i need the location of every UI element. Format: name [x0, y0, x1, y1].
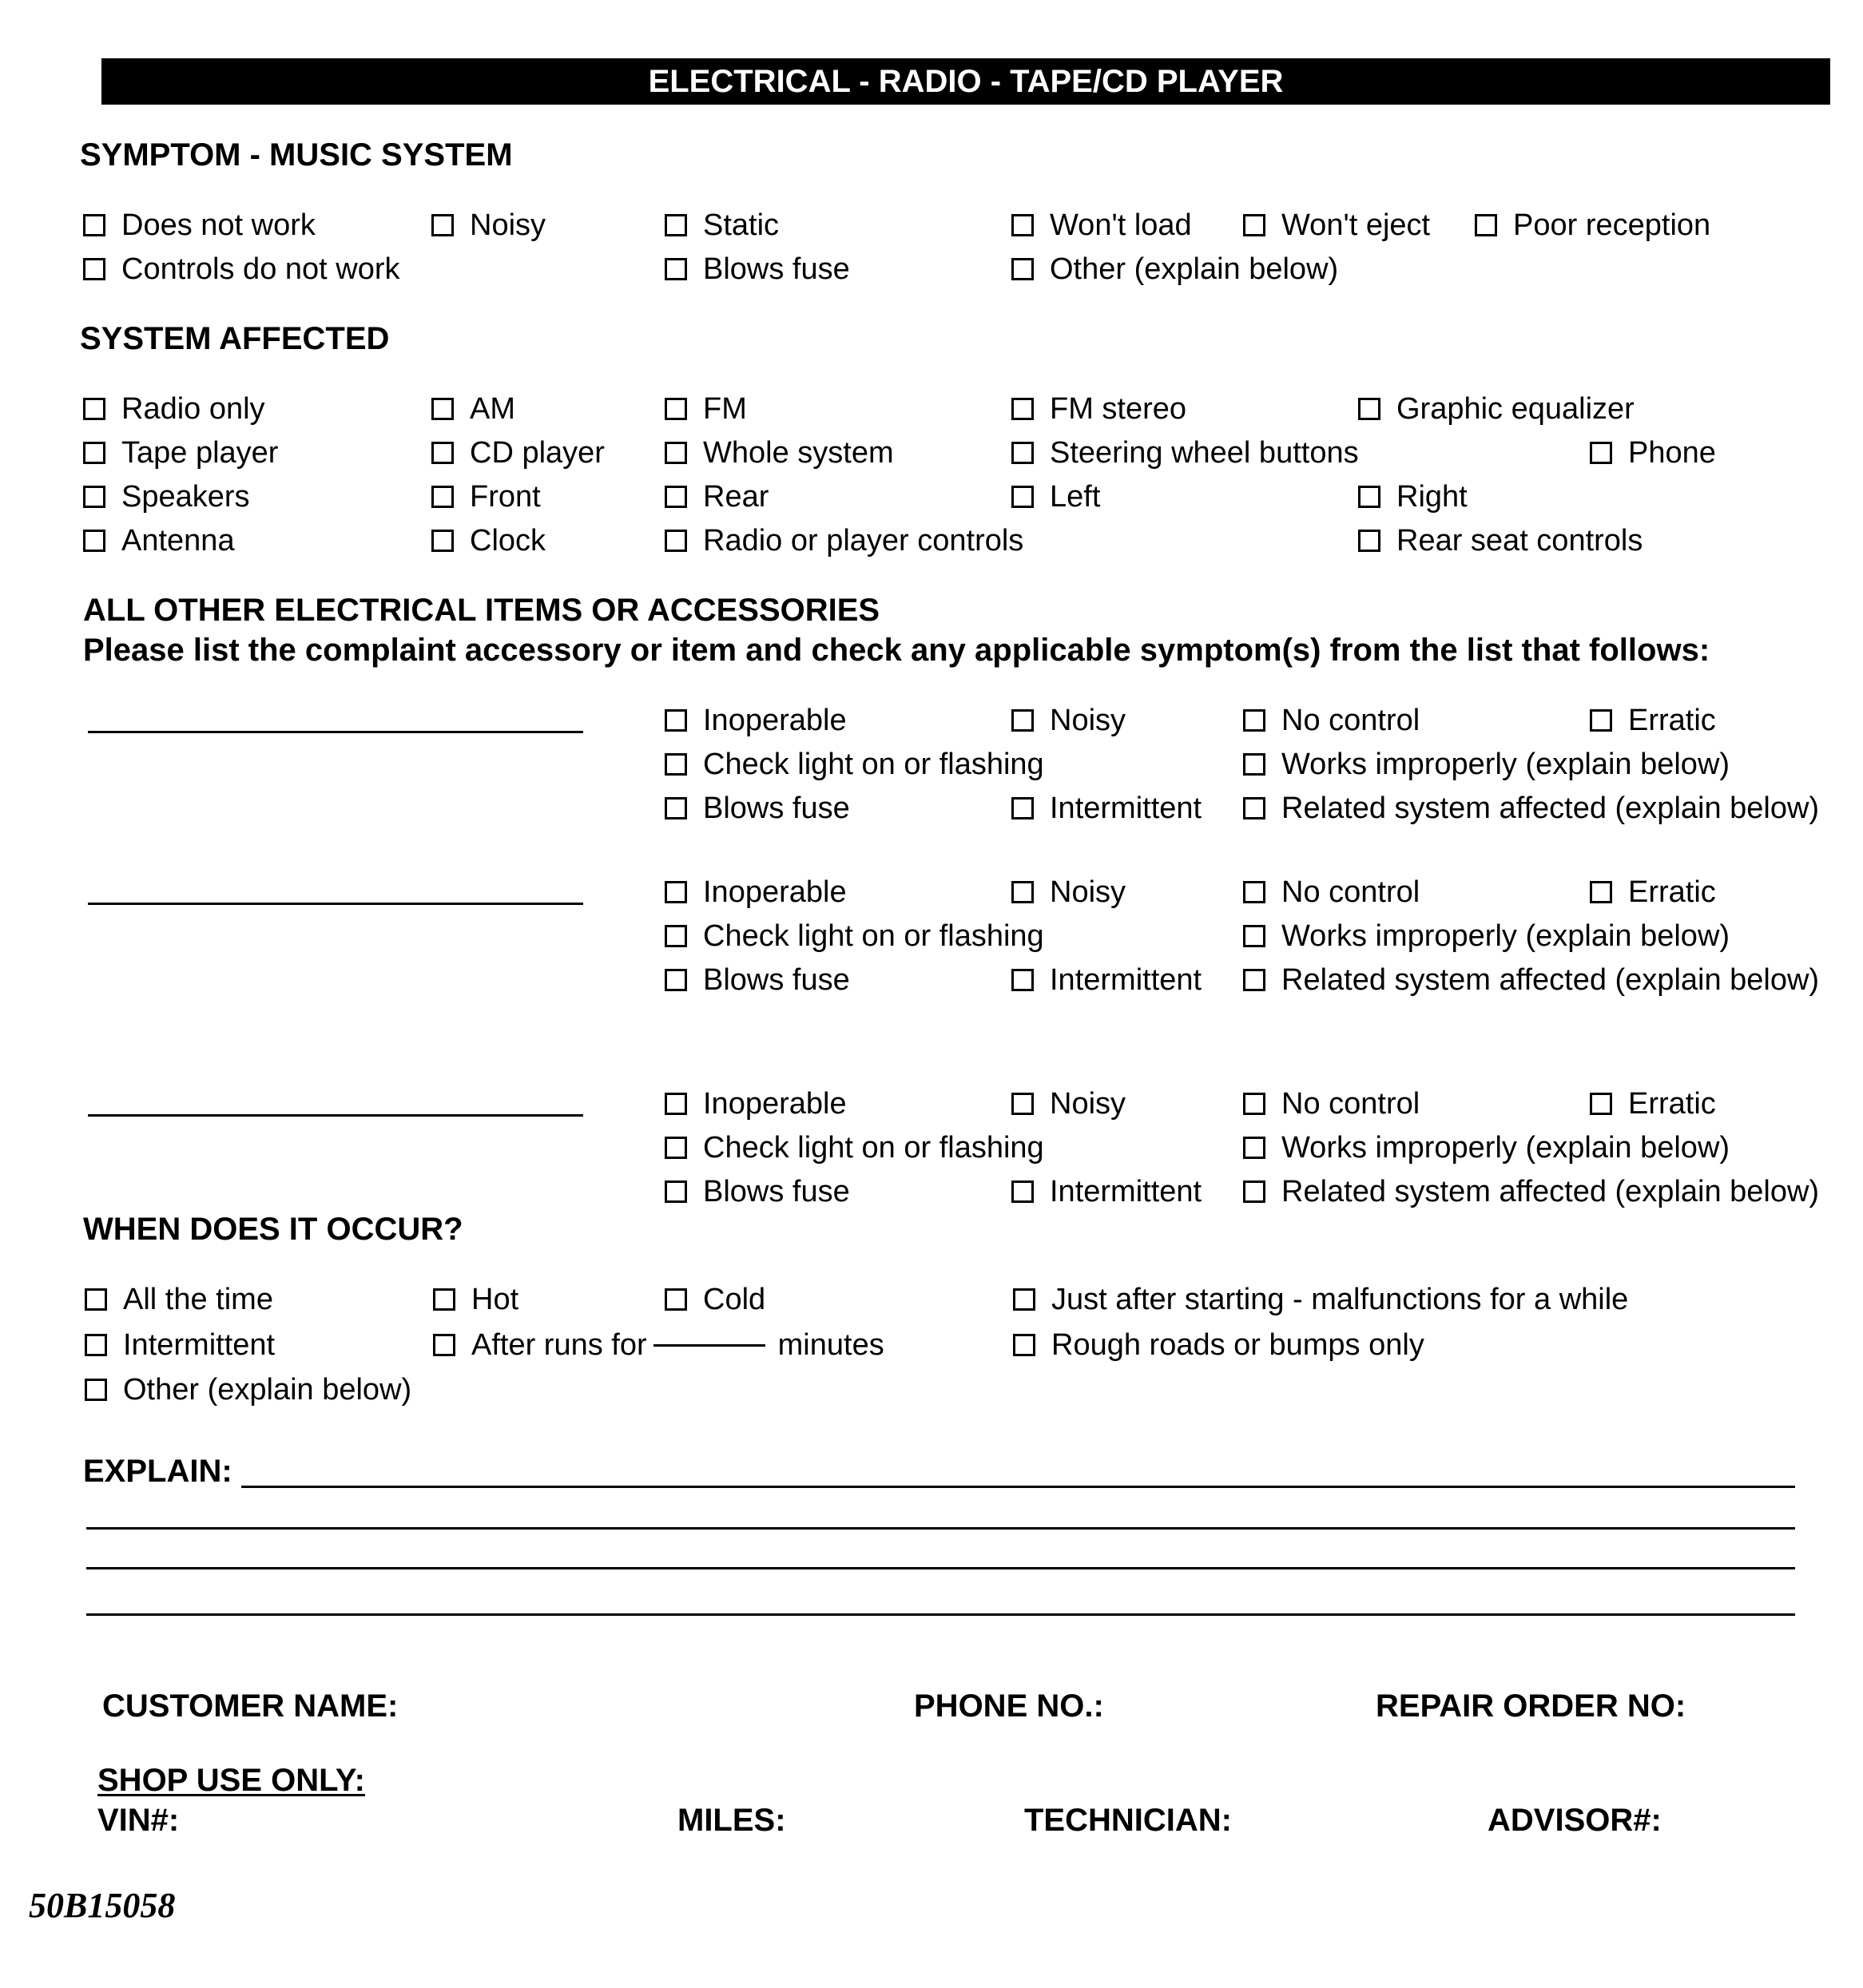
checkbox-icon — [1011, 442, 1034, 464]
checkbox-clock[interactable] — [431, 523, 546, 558]
checkbox-no-control[interactable] — [1243, 1086, 1420, 1121]
checkbox-icon — [665, 1093, 687, 1115]
checkbox-icon — [1475, 214, 1497, 236]
checkbox-other[interactable] — [1011, 252, 1338, 287]
checkbox-cold[interactable] — [665, 1282, 765, 1317]
checkbox-label: Inoperable — [703, 875, 847, 909]
checkbox-icon — [665, 258, 687, 280]
checkbox-noisy[interactable] — [1011, 875, 1126, 910]
checkbox-check-light[interactable] — [665, 919, 1044, 954]
checkbox-icon — [665, 1180, 687, 1203]
checkbox-icon — [1011, 258, 1034, 280]
checkbox-does-not-work[interactable] — [83, 208, 316, 243]
customer-name-label: CUSTOMER NAME: — [102, 1688, 399, 1724]
explain-line-1[interactable] — [241, 1486, 1795, 1488]
checkbox-icon — [433, 1288, 455, 1311]
symptom-heading: SYMPTOM - MUSIC SYSTEM — [80, 137, 513, 173]
checkbox-rear[interactable] — [665, 479, 769, 514]
checkbox-label: No control — [1281, 1087, 1420, 1121]
checkbox-icon — [1590, 1093, 1612, 1115]
checkbox-controls-do-not-work[interactable] — [83, 252, 400, 287]
explain-line-4[interactable] — [86, 1613, 1795, 1616]
checkbox-icon — [665, 442, 687, 464]
checkbox-icon — [1243, 709, 1265, 732]
accessory-item-line-2[interactable] — [88, 903, 583, 905]
checkbox-label: Check light on or flashing — [703, 748, 1044, 781]
checkbox-wont-eject[interactable] — [1243, 208, 1430, 243]
checkbox-icon — [83, 486, 105, 508]
checkbox-icon — [1011, 486, 1034, 508]
checkbox-icon — [1011, 709, 1034, 732]
checkbox-icon — [431, 486, 454, 508]
checkbox-icon — [85, 1288, 107, 1311]
checkbox-hot[interactable] — [433, 1282, 518, 1317]
checkbox-label: Rear — [703, 480, 769, 514]
accessories-instruction: Please list the complaint accessory or item and check any applicable symptom(s) from the list that follows: — [83, 633, 1710, 668]
checkbox-antenna[interactable] — [83, 523, 235, 558]
checkbox-icon — [85, 1379, 107, 1401]
checkbox-cd-player[interactable] — [431, 435, 605, 470]
checkbox-related-system[interactable] — [1243, 791, 1819, 826]
checkbox-tape-player[interactable] — [83, 435, 278, 470]
checkbox-label: Inoperable — [703, 704, 847, 737]
checkbox-rough-roads[interactable] — [1013, 1327, 1424, 1363]
checkbox-label: Check light on or flashing — [703, 1131, 1044, 1165]
checkbox-label: Poor reception — [1513, 208, 1711, 242]
checkbox-steering-wheel-buttons[interactable] — [1011, 435, 1359, 470]
checkbox-icon — [1243, 1137, 1265, 1159]
checkbox-check-light[interactable] — [665, 747, 1044, 782]
checkbox-label: Related system affected (explain below) — [1281, 963, 1820, 997]
checkbox-phone[interactable] — [1590, 435, 1716, 470]
checkbox-label: Radio only — [121, 392, 265, 426]
checkbox-label: Check light on or flashing — [703, 919, 1044, 953]
checkbox-icon — [83, 214, 105, 236]
checkbox-icon — [431, 442, 454, 464]
checkbox-no-control[interactable] — [1243, 703, 1420, 738]
checkbox-label: Inoperable — [703, 1087, 847, 1121]
checkbox-fm-stereo[interactable] — [1011, 391, 1186, 427]
checkbox-left[interactable] — [1011, 479, 1100, 514]
checkbox-icon — [1011, 881, 1034, 903]
checkbox-intermittent[interactable] — [1011, 1174, 1202, 1209]
checkbox-erratic[interactable] — [1590, 703, 1716, 738]
checkbox-icon — [1358, 486, 1380, 508]
checkbox-label: Intermittent — [1050, 963, 1202, 997]
checkbox-noisy[interactable] — [431, 208, 546, 243]
checkbox-icon — [1243, 214, 1265, 236]
checkbox-label: Tape player — [121, 436, 279, 470]
checkbox-related-system[interactable] — [1243, 962, 1819, 998]
checkbox-label: No control — [1281, 875, 1420, 909]
minutes-blank[interactable] — [653, 1344, 765, 1347]
checkbox-poor-reception[interactable] — [1475, 208, 1710, 243]
checkbox-icon — [83, 530, 105, 552]
checkbox-label: Blows fuse — [703, 252, 850, 286]
checkbox-label: FM — [703, 392, 747, 426]
checkbox-icon — [665, 214, 687, 236]
technician-label: TECHNICIAN: — [1024, 1803, 1232, 1838]
checkbox-icon — [85, 1334, 107, 1356]
checkbox-icon — [433, 1334, 455, 1356]
checkbox-erratic[interactable] — [1590, 1086, 1716, 1121]
checkbox-label: No control — [1281, 704, 1420, 737]
checkbox-icon — [1013, 1334, 1035, 1356]
explain-line-2[interactable] — [86, 1527, 1795, 1530]
checkbox-icon — [1590, 881, 1612, 903]
checkbox-icon — [665, 925, 687, 947]
checkbox-icon — [1011, 1093, 1034, 1115]
checkbox-label: Noisy — [470, 208, 546, 242]
checkbox-label: All the time — [123, 1283, 273, 1316]
checkbox-icon — [1243, 925, 1265, 947]
checkbox-icon — [431, 214, 454, 236]
checkbox-rear-seat-controls[interactable] — [1358, 523, 1643, 558]
checkbox-label: Clock — [470, 524, 546, 558]
checkbox-label: Intermittent — [123, 1328, 276, 1362]
system-affected-heading: SYSTEM AFFECTED — [80, 321, 390, 356]
checkbox-label: Works improperly (explain below) — [1281, 1131, 1730, 1165]
checkbox-label: Phone — [1628, 436, 1716, 470]
checkbox-label: AM — [470, 392, 515, 426]
checkbox-label: Won't eject — [1281, 208, 1431, 242]
checkbox-label: Intermittent — [1050, 792, 1202, 825]
phone-no-label: PHONE NO.: — [914, 1688, 1104, 1724]
checkbox-fm[interactable] — [665, 391, 747, 427]
checkbox-icon — [1358, 398, 1380, 420]
checkbox-icon — [431, 530, 454, 552]
advisor-label: ADVISOR#: — [1488, 1803, 1662, 1838]
checkbox-icon — [1243, 1093, 1265, 1115]
checkbox-label: Works improperly (explain below) — [1281, 748, 1730, 781]
checkbox-label: FM stereo — [1050, 392, 1187, 426]
checkbox-all-the-time[interactable] — [85, 1282, 273, 1317]
checkbox-icon — [1243, 797, 1265, 819]
checkbox-icon — [1011, 969, 1034, 991]
checkbox-label: Erratic — [1628, 1087, 1716, 1121]
checkbox-noisy[interactable] — [1011, 703, 1126, 738]
explain-line-3[interactable] — [86, 1567, 1795, 1569]
form-title-banner: ELECTRICAL - RADIO - TAPE/CD PLAYER — [101, 58, 1830, 105]
checkbox-blows-fuse[interactable] — [665, 1174, 850, 1209]
checkbox-label: Intermittent — [1050, 1175, 1202, 1208]
checkbox-label: Erratic — [1628, 704, 1716, 737]
form-number: 50B15058 — [29, 1886, 176, 1925]
checkbox-icon — [1358, 530, 1380, 552]
checkbox-icon — [431, 398, 454, 420]
checkbox-label: Noisy — [1050, 1087, 1126, 1121]
checkbox-label: Noisy — [1050, 704, 1126, 737]
checkbox-static[interactable] — [665, 208, 779, 243]
checkbox-icon — [1243, 881, 1265, 903]
checkbox-label: Related system affected (explain below) — [1281, 1175, 1820, 1208]
checkbox-icon — [665, 709, 687, 732]
checkbox-other-occur[interactable] — [85, 1372, 411, 1407]
checkbox-erratic[interactable] — [1590, 875, 1716, 910]
checkbox-label: Works improperly (explain below) — [1281, 919, 1730, 953]
checkbox-whole-system[interactable] — [665, 435, 894, 470]
checkbox-blows-fuse[interactable] — [665, 962, 850, 998]
checkbox-label: Front — [470, 480, 541, 514]
checkbox-icon — [83, 442, 105, 464]
checkbox-after-runs-for[interactable] — [433, 1327, 884, 1363]
checkbox-icon — [665, 969, 687, 991]
checkbox-icon — [1243, 753, 1265, 776]
checkbox-noisy[interactable] — [1011, 1086, 1126, 1121]
checkbox-label: Blows fuse — [703, 963, 850, 997]
checkbox-icon — [665, 753, 687, 776]
checkbox-inoperable[interactable] — [665, 703, 847, 738]
checkbox-inoperable[interactable] — [665, 875, 847, 910]
checkbox-works-improperly[interactable] — [1243, 1130, 1730, 1165]
checkbox-label: Rough roads or bumps only — [1051, 1328, 1424, 1362]
accessories-heading: ALL OTHER ELECTRICAL ITEMS OR ACCESSORIES — [83, 593, 880, 628]
checkbox-icon — [1243, 969, 1265, 991]
checkbox-icon — [665, 398, 687, 420]
checkbox-icon — [665, 530, 687, 552]
checkbox-related-system[interactable] — [1243, 1174, 1819, 1209]
checkbox-label: Other (explain below) — [123, 1373, 412, 1407]
checkbox-label: Related system affected (explain below) — [1281, 792, 1820, 825]
checkbox-label: After runs for — [471, 1328, 647, 1362]
checkbox-check-light[interactable] — [665, 1130, 1044, 1165]
repair-order-label: REPAIR ORDER NO: — [1376, 1688, 1686, 1724]
checkbox-blows-fuse[interactable] — [665, 791, 850, 826]
checkbox-icon — [665, 797, 687, 819]
checkbox-icon — [1011, 1180, 1034, 1203]
checkbox-label: Antenna — [121, 524, 235, 558]
checkbox-icon — [665, 881, 687, 903]
checkbox-label: Whole system — [703, 436, 894, 470]
checkbox-icon — [1243, 1180, 1265, 1203]
checkbox-radio-or-player-controls[interactable] — [665, 523, 1023, 558]
checkbox-label: Does not work — [121, 208, 316, 242]
checkbox-blows-fuse[interactable] — [665, 252, 850, 287]
checkbox-label: Left — [1050, 480, 1101, 514]
checkbox-label: Radio or player controls — [703, 524, 1024, 558]
accessory-item-line-3[interactable] — [88, 1114, 583, 1117]
checkbox-label: Noisy — [1050, 875, 1126, 909]
checkbox-right[interactable] — [1358, 479, 1468, 514]
minutes-label: minutes — [777, 1328, 884, 1362]
checkbox-label: Steering wheel buttons — [1050, 436, 1359, 470]
when-occur-heading: WHEN DOES IT OCCUR? — [83, 1212, 463, 1247]
checkbox-label: Speakers — [121, 480, 250, 514]
checkbox-label: Other (explain below) — [1050, 252, 1339, 286]
checkbox-label: Controls do not work — [121, 252, 400, 286]
checkbox-icon — [665, 1288, 687, 1311]
checkbox-speakers[interactable] — [83, 479, 250, 514]
checkbox-icon — [83, 398, 105, 420]
checkbox-label: Static — [703, 208, 780, 242]
checkbox-inoperable[interactable] — [665, 1086, 847, 1121]
checkbox-label: Hot — [471, 1283, 519, 1316]
checkbox-icon — [1011, 398, 1034, 420]
checkbox-icon — [1590, 442, 1612, 464]
checkbox-label: Cold — [703, 1283, 766, 1316]
checkbox-no-control[interactable] — [1243, 875, 1420, 910]
checkbox-label: Erratic — [1628, 875, 1716, 909]
checkbox-works-improperly[interactable] — [1243, 747, 1730, 782]
explain-label: EXPLAIN: — [83, 1454, 232, 1489]
vin-label: VIN#: — [97, 1803, 180, 1838]
checkbox-intermittent-occur[interactable] — [85, 1327, 275, 1363]
checkbox-intermittent[interactable] — [1011, 791, 1202, 826]
checkbox-icon — [1013, 1288, 1035, 1311]
miles-label: MILES: — [677, 1803, 786, 1838]
checkbox-label: Just after starting - malfunctions for a while — [1051, 1283, 1629, 1316]
checkbox-icon — [1011, 214, 1034, 236]
checkbox-front[interactable] — [431, 479, 541, 514]
checkbox-wont-load[interactable] — [1011, 208, 1192, 243]
checkbox-radio-only[interactable] — [83, 391, 265, 427]
accessory-item-line-1[interactable] — [88, 731, 583, 733]
checkbox-icon — [1011, 797, 1034, 819]
checkbox-am[interactable] — [431, 391, 515, 427]
checkbox-label: Blows fuse — [703, 792, 850, 825]
checkbox-intermittent[interactable] — [1011, 962, 1202, 998]
checkbox-label: Graphic equalizer — [1396, 392, 1635, 426]
checkbox-just-after-starting[interactable] — [1013, 1282, 1628, 1317]
checkbox-icon — [83, 258, 105, 280]
checkbox-icon — [665, 486, 687, 508]
checkbox-label: Blows fuse — [703, 1175, 850, 1208]
checkbox-works-improperly[interactable] — [1243, 919, 1730, 954]
checkbox-label: Right — [1396, 480, 1468, 514]
checkbox-label: Won't load — [1050, 208, 1192, 242]
checkbox-label: CD player — [470, 436, 605, 470]
checkbox-graphic-equalizer[interactable] — [1358, 391, 1635, 427]
checkbox-icon — [665, 1137, 687, 1159]
checkbox-label: Rear seat controls — [1396, 524, 1643, 558]
shop-use-only-heading: SHOP USE ONLY: — [97, 1763, 365, 1798]
checkbox-icon — [1590, 709, 1612, 732]
